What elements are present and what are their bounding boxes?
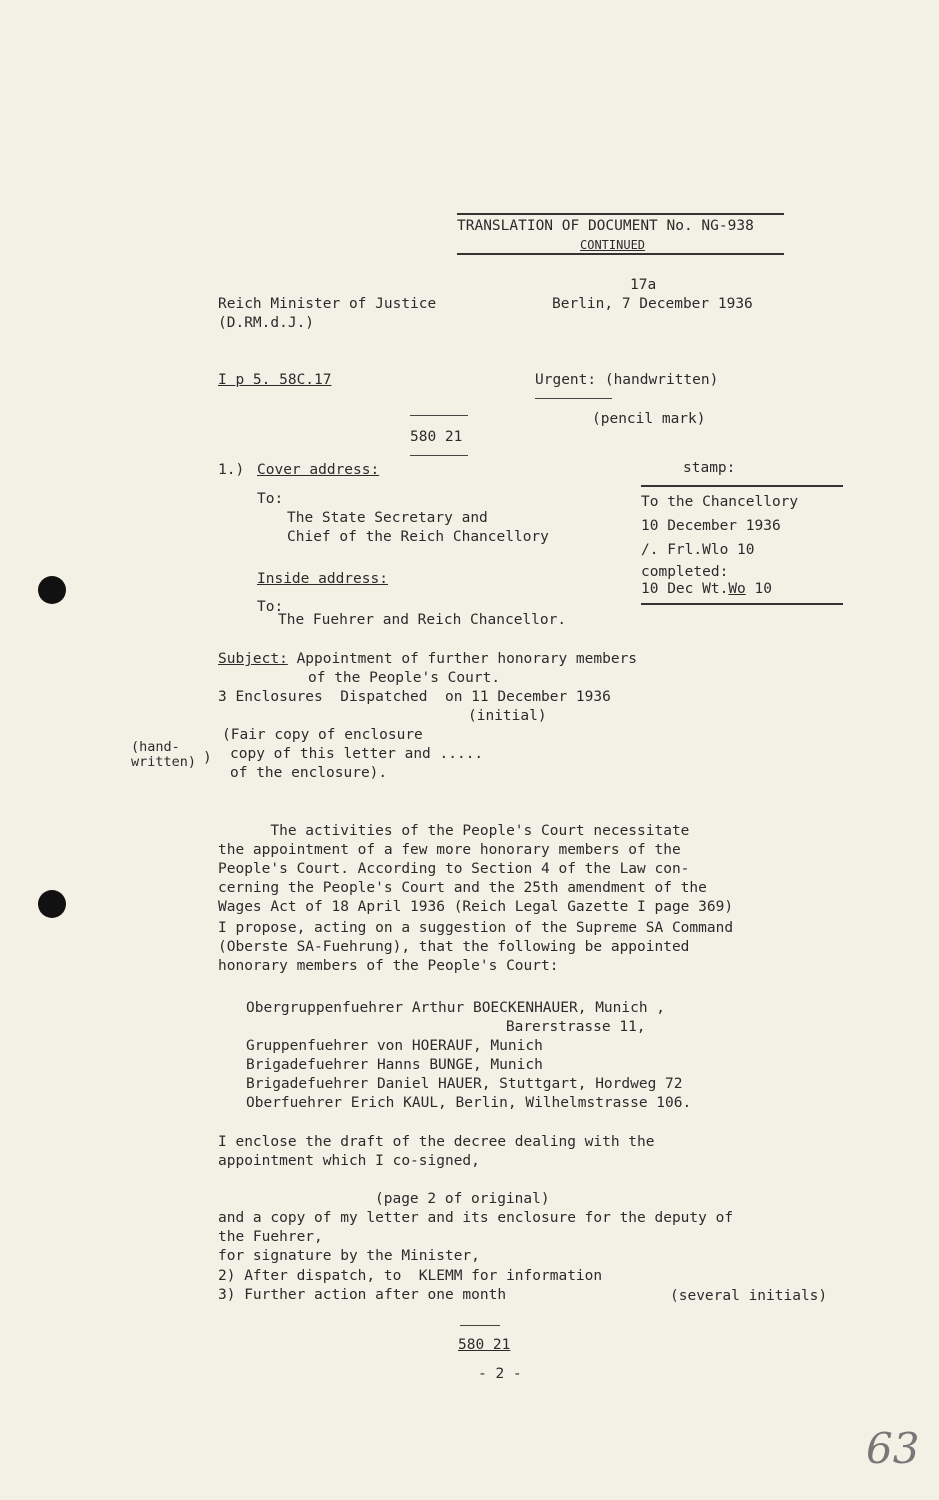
fair-copy-line-1: (Fair copy of enclosure — [222, 727, 423, 743]
body-line-7: (Oberste SA-Fuehrung), that the following be appointed — [218, 939, 690, 955]
punch-hole-top — [38, 576, 66, 604]
urgent-underline — [535, 398, 612, 399]
continued-label: CONTINUED — [580, 238, 646, 252]
sender-reference: I p 5. 58C.17 — [218, 372, 332, 388]
body-line-6: I propose, acting on a suggestion of the Supreme SA Command — [218, 920, 734, 936]
stamp-line-5 — [641, 580, 772, 599]
stamp-line-5-date: 10 Dec Wt. — [641, 581, 729, 597]
page-2-of-original: (page 2 of original) — [375, 1191, 550, 1207]
inside-address-heading: Inside address: — [257, 571, 388, 587]
stamp-line-5-number: 10 — [745, 581, 772, 597]
cover-address-line-1: The State Secretary and — [287, 510, 488, 526]
body-line-2: the appointment of a few more honorary members of the — [218, 842, 681, 858]
stamp-rule-bottom — [641, 603, 843, 605]
closing-line-5: 3) Further action after one month — [218, 1287, 507, 1303]
cover-address-line-2: Chief of the Reich Chancellory — [287, 529, 549, 545]
body-line-1: The activities of the People's Court necessitate — [218, 823, 690, 839]
stamp-line-5-initials: Wo — [728, 581, 746, 597]
name-list-line-6: Oberfuehrer Erich KAUL, Berlin, Wilhelmstrasse 106. — [246, 1095, 692, 1111]
enclose-line-2: appointment which I co-signed, — [218, 1153, 480, 1169]
urgent-note: Urgent: (handwritten) — [535, 372, 719, 388]
body-line-3: People's Court. According to Section 4 of the Law con- — [218, 861, 690, 877]
name-list-line-3: Gruppenfuehrer von HOERAUF, Munich — [246, 1038, 543, 1054]
footer-file-number: 580 21 — [458, 1337, 511, 1353]
file-number-rule-top — [410, 415, 468, 416]
stamp-line-4: completed: — [641, 564, 729, 580]
file-number: 580 21 — [410, 429, 463, 445]
sender-line-2: (D.RM.d.J.) — [218, 315, 315, 331]
stamp-label: stamp: — [683, 460, 736, 476]
cover-address-heading: Cover address: — [257, 462, 380, 478]
fair-copy-line-3: of the enclosure). — [230, 765, 388, 781]
inside-address-line: The Fuehrer and Reich Chancellor. — [278, 612, 567, 628]
name-list-line-2: Barerstrasse 11, — [340, 1019, 646, 1035]
stamp-line-2: 10 December 1936 — [641, 518, 781, 534]
body-line-4: cerning the People's Court and the 25th amendment of the — [218, 880, 707, 896]
subject-text: Appointment of further honorary members — [287, 651, 638, 667]
closing-line-1: and a copy of my letter and its enclosure for the deputy of — [218, 1210, 734, 1226]
handwritten-page-number: 63 — [866, 1424, 920, 1473]
closing-line-4: 2) After dispatch, to KLEMM for information — [218, 1268, 603, 1284]
name-list-line-5: Brigadefuehrer Daniel HAUER, Stuttgart, Hordweg 72 — [246, 1076, 683, 1092]
footer-file-rule — [460, 1325, 500, 1326]
stamp-line-1: To the Chancellory — [641, 494, 799, 510]
file-number-rule-bottom — [410, 455, 468, 456]
place-date: Berlin, 7 December 1936 — [552, 296, 753, 312]
closing-line-3: for signature by the Minister, — [218, 1248, 480, 1264]
page-reference: 17a — [630, 277, 657, 293]
sender-line-1: Reich Minister of Justice — [218, 296, 437, 312]
stamp-rule-top — [641, 485, 843, 487]
name-list-line-4: Brigadefuehrer Hanns BUNGE, Munich — [246, 1057, 543, 1073]
dispatch-initial: (initial) — [468, 708, 547, 724]
subject-line-2: of the People's Court. — [308, 670, 501, 686]
enclosures-dispatched: 3 Enclosures Dispatched on 11 December 1936 — [218, 689, 611, 705]
name-list-line-1: Obergruppenfuehrer Arthur BOECKENHAUER, Munich , — [246, 1000, 666, 1016]
body-line-5: Wages Act of 18 April 1936 (Reich Legal Gazette I page 369) — [218, 899, 734, 915]
cover-address-number: 1.) — [218, 462, 245, 478]
pencil-mark-note: (pencil mark) — [592, 411, 706, 427]
cover-to: To: — [257, 491, 284, 507]
subject-label: Subject: — [218, 651, 288, 667]
margin-brace: ) — [203, 750, 212, 766]
document-title: TRANSLATION OF DOCUMENT No. NG-938 — [457, 218, 754, 234]
header-rule-bottom — [457, 253, 784, 255]
fair-copy-line-2: copy of this letter and ..... — [230, 746, 484, 762]
handwritten-margin-note: (hand- written) — [131, 739, 197, 770]
stamp-line-3: /. Frl.Wlo 10 — [641, 542, 755, 558]
header-rule-top — [457, 213, 784, 215]
several-initials-note: (several initials) — [670, 1288, 828, 1304]
subject-line-1 — [218, 650, 637, 669]
inside-to: To: — [257, 599, 284, 615]
enclose-line-1: I enclose the draft of the decree dealing with the — [218, 1134, 655, 1150]
page-number: - 2 - — [478, 1366, 522, 1382]
closing-line-2: the Fuehrer, — [218, 1229, 323, 1245]
body-line-8: honorary members of the People's Court: — [218, 958, 559, 974]
punch-hole-bottom — [38, 890, 66, 918]
